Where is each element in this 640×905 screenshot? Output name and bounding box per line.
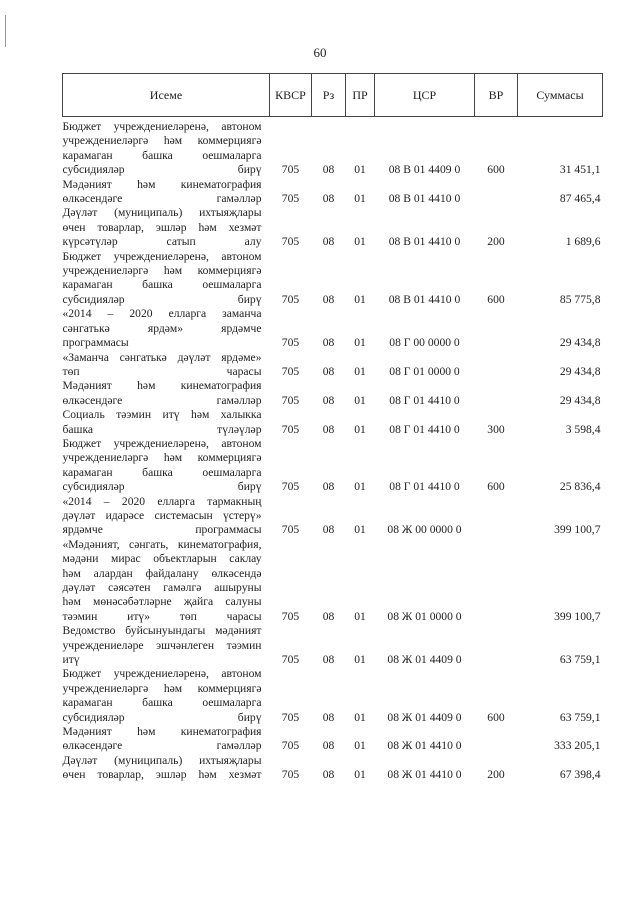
header-kvsr: КВСР [270, 74, 312, 117]
table-row [63, 206, 603, 249]
header-rz: Рз [312, 74, 346, 117]
row-name [63, 250, 270, 308]
row-name-line: субсидияләр бирү [62, 163, 262, 177]
row-rz: 08 [322, 422, 335, 436]
header-name: Исеме [63, 74, 270, 117]
row-rz: 08 [322, 609, 335, 623]
row-name-line: өчен товарлар, эшләр һәм хезмәт [62, 220, 262, 234]
row-rz: 08 [322, 292, 335, 306]
row-name-line: карамаган башка оешмаларга [62, 465, 262, 479]
budget-table [62, 73, 603, 783]
row-name-line: дәүләт сәясәтен гамәлгә ашыруны [62, 581, 262, 594]
row-name [63, 379, 270, 408]
table-row [63, 754, 603, 783]
row-csr: 08 В 01 4410 0 [388, 292, 461, 306]
row-csr: 08 Ж 01 4410 0 [387, 739, 462, 753]
row-pr: 01 [354, 653, 366, 667]
row-name [63, 351, 270, 380]
row-csr: 08 Ж 01 0000 0 [387, 609, 462, 623]
row-vr: 600 [487, 710, 505, 724]
header-csr: ЦСР [375, 74, 475, 117]
row-csr: 08 В 01 4410 0 [388, 235, 461, 249]
row-vr: 600 [487, 163, 505, 177]
row-name [63, 754, 270, 783]
row-kvsr: 705 [281, 422, 300, 436]
row-pr: 01 [354, 192, 366, 206]
row-rz: 08 [322, 739, 335, 753]
row-csr: 08 Ж 00 0000 0 [387, 523, 462, 537]
row-rz: 08 [322, 393, 335, 407]
row-name [63, 307, 270, 350]
row-pr: 01 [354, 768, 366, 782]
row-name-line: өлкәсендәге гамәлләр [62, 192, 262, 206]
row-pr: 01 [354, 292, 366, 306]
row-sum: 87 465,4 [559, 192, 601, 206]
row-csr: 08 Г 01 4410 0 [389, 480, 460, 494]
row-sum: 29 434,8 [559, 393, 601, 407]
row-name-line: карамаган башка оешмаларга [62, 278, 262, 292]
row-name-line: карамаган башка оешмаларга [62, 696, 262, 710]
row-vr: 200 [487, 235, 505, 249]
row-rz: 08 [322, 235, 335, 249]
row-name [63, 495, 270, 538]
row-name-line: Мәдәният һәм кинематография [62, 177, 262, 191]
row-name [63, 178, 270, 207]
table-row [63, 725, 603, 754]
row-name-line: өчен товарлар, эшләр һәм хезмәт [62, 768, 262, 782]
row-kvsr: 705 [281, 609, 300, 623]
header-pr: ПР [346, 74, 375, 117]
row-csr: 08 Ж 01 4410 0 [387, 768, 462, 782]
row-csr: 08 Г 01 0000 0 [389, 364, 460, 378]
row-name-line: Бюджет учреждениеләренә, автоном [62, 249, 262, 263]
row-name-line: Мәдәният һәм кинематография [62, 379, 262, 393]
row-sum: 31 451,1 [559, 163, 601, 177]
row-kvsr: 705 [281, 710, 300, 724]
row-name-line: Мәдәният һәм кинематография [62, 725, 262, 739]
row-name [63, 624, 270, 667]
row-name-line: мәдәни мирас объектларын саклау [62, 552, 262, 566]
row-name-line: өлкәсендәге гамәлләр [62, 393, 262, 407]
row-name-line: ярдәмче программасы [62, 523, 262, 537]
row-sum: 63 759,1 [559, 710, 601, 724]
row-rz: 08 [322, 480, 335, 494]
row-pr: 01 [354, 336, 366, 350]
row-name [63, 117, 270, 178]
row-sum: 85 775,8 [559, 292, 601, 306]
row-kvsr: 705 [281, 768, 300, 782]
row-pr: 01 [354, 235, 366, 249]
row-pr: 01 [354, 710, 366, 724]
row-sum: 29 434,8 [559, 364, 601, 378]
row-name [63, 538, 270, 624]
row-csr: 08 Г 01 4410 0 [389, 422, 460, 436]
row-name [63, 408, 270, 437]
row-vr: 200 [487, 768, 505, 782]
row-pr: 01 [354, 364, 366, 378]
row-rz: 08 [322, 192, 335, 206]
row-name-line: субсидияләр бирү [62, 480, 262, 494]
row-name-line: өлкәсендәге гамәлләр [62, 739, 262, 753]
row-name-line: тәэмин итү» төп чарасы [62, 609, 262, 623]
row-rz: 08 [322, 768, 335, 782]
row-csr: 08 Ж 01 4409 0 [387, 710, 462, 724]
row-rz: 08 [322, 523, 335, 537]
row-vr [475, 379, 518, 408]
row-rz: 08 [322, 710, 335, 724]
row-csr: 08 В 01 4410 0 [388, 192, 461, 206]
row-sum: 1 689,6 [565, 235, 601, 249]
row-sum: 25 836,4 [559, 480, 601, 494]
row-kvsr: 705 [281, 480, 300, 494]
row-pr: 01 [354, 422, 366, 436]
row-name [63, 725, 270, 754]
row-vr: 600 [487, 480, 505, 494]
row-name-line: Бюджет учреждениеләренә, автоном [62, 667, 262, 681]
row-sum: 399 100,7 [554, 609, 601, 623]
table-row [63, 307, 603, 350]
row-kvsr: 705 [281, 393, 300, 407]
row-kvsr: 705 [281, 336, 300, 350]
table-row [63, 117, 603, 178]
row-vr [475, 495, 518, 538]
row-csr: 08 Г 01 4410 0 [389, 393, 460, 407]
table-row [63, 538, 603, 624]
row-name-line: күрсәтүләр сатып алу [62, 235, 262, 249]
table-row [63, 495, 603, 538]
row-pr: 01 [354, 163, 366, 177]
row-name-line: дәүләт идарәсе системасын үстерү» [62, 508, 262, 522]
table-row [63, 178, 603, 207]
row-sum: 3 598,4 [565, 422, 601, 436]
row-kvsr: 705 [281, 292, 300, 306]
row-name-line: учреждениеләргә һәм коммерциягә [62, 451, 262, 465]
row-sum: 333 205,1 [554, 739, 601, 753]
row-rz: 08 [322, 653, 335, 667]
row-vr [475, 725, 518, 754]
row-name-line: Бюджет учреждениеләренә, автоном [62, 120, 262, 133]
table-row [63, 437, 603, 495]
row-vr [475, 624, 518, 667]
table-row [63, 624, 603, 667]
table-header-row [63, 74, 603, 117]
row-name-line: учреждениеләргә һәм коммерциягә [62, 264, 262, 278]
row-vr [475, 178, 518, 207]
row-pr: 01 [354, 480, 366, 494]
row-vr [475, 307, 518, 350]
row-name-line: «2014 – 2020 елларга заманча [62, 307, 262, 321]
row-name-line: Бюджет учреждениеләренә, автоном [62, 436, 262, 450]
row-name-line: төп чарасы [62, 364, 262, 378]
row-kvsr: 705 [281, 653, 300, 667]
row-name-line: Ведомство буйсынуындагы мәдәният [62, 624, 262, 638]
row-sum: 399 100,7 [554, 523, 601, 537]
row-kvsr: 705 [281, 163, 300, 177]
row-name-line: һәм мөнәсәбәтләрне җайга салуны [62, 595, 262, 609]
table-row [63, 250, 603, 308]
row-name-line: итү [62, 653, 80, 667]
row-name-line: Социаль тәэмин итү һәм халыкка [62, 408, 262, 422]
row-kvsr: 705 [281, 235, 300, 249]
row-rz: 08 [322, 163, 335, 177]
row-name-line: субсидияләр бирү [62, 292, 262, 306]
row-vr [475, 351, 518, 380]
row-sum: 29 434,8 [559, 336, 601, 350]
row-pr: 01 [354, 739, 366, 753]
row-csr: 08 Г 00 0000 0 [389, 336, 460, 350]
row-pr: 01 [354, 393, 366, 407]
row-sum: 67 398,4 [559, 768, 601, 782]
row-vr: 600 [487, 292, 505, 306]
row-vr: 300 [487, 422, 505, 436]
header-sum: Суммасы [518, 74, 603, 117]
row-name-line: субсидияләр бирү [62, 710, 262, 724]
row-name-line: сәнгатькә ярдәм» ярдәмче [62, 321, 262, 335]
row-kvsr: 705 [281, 523, 300, 537]
row-name-line: учреждениеләргә һәм коммерциягә [62, 134, 262, 148]
header-vr: ВР [475, 74, 518, 117]
row-kvsr: 705 [281, 364, 300, 378]
row-name [63, 206, 270, 249]
page-number: 60 [313, 45, 327, 60]
row-name-line: карамаган башка оешмаларга [62, 148, 262, 162]
row-csr: 08 Ж 01 4409 0 [387, 653, 462, 667]
row-csr: 08 В 01 4409 0 [388, 163, 461, 177]
row-name-line: учреждениеләре эшчәнлеген тәэмин [62, 638, 262, 652]
scan-margin-mark [5, 15, 6, 47]
table-row [63, 351, 603, 380]
row-name-line: «Мәдәният, сәнгать, кинематография, [62, 537, 262, 551]
row-name-line: Дәүләт (муниципаль) ихтыяҗлары [62, 753, 262, 767]
row-name-line: «Заманча сәнгатькә дәүләт ярдәме» [62, 350, 262, 364]
row-vr [475, 538, 518, 624]
row-kvsr: 705 [281, 739, 300, 753]
row-rz: 08 [322, 336, 335, 350]
row-rz: 08 [322, 364, 335, 378]
table-body [63, 117, 603, 783]
row-name-line: һәм алардан файдалану өлкәсендә [62, 566, 262, 580]
row-name-line: «2014 – 2020 елларга тармакның [62, 494, 262, 508]
row-pr: 01 [354, 609, 366, 623]
row-name-line: программасы [62, 336, 129, 350]
table-row [63, 379, 603, 408]
table-row [63, 667, 603, 725]
table-row [63, 408, 603, 437]
row-name-line: Дәүләт (муниципаль) ихтыяҗлары [62, 206, 262, 220]
row-name [63, 437, 270, 495]
row-name [63, 667, 270, 725]
row-name-line: учреждениеләргә һәм коммерциягә [62, 681, 262, 695]
row-name-line: башка түләүләр [62, 422, 262, 436]
row-kvsr: 705 [281, 192, 300, 206]
row-pr: 01 [354, 523, 366, 537]
row-sum: 63 759,1 [559, 653, 601, 667]
